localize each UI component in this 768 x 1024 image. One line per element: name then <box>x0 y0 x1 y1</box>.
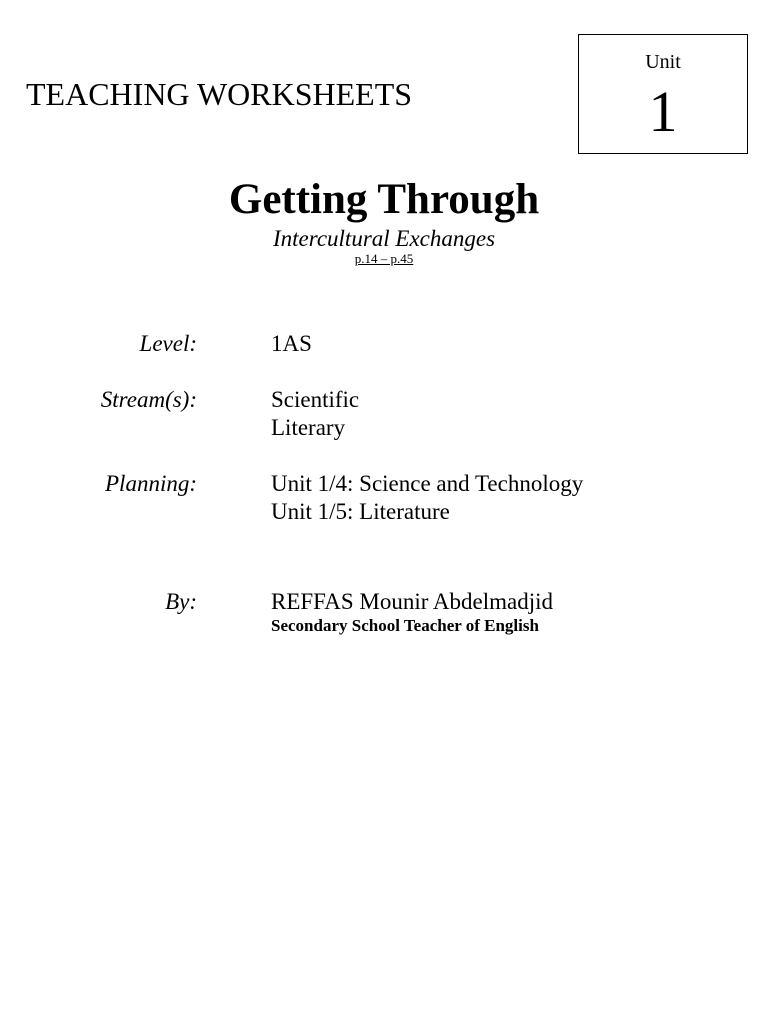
page-range: p.14 – p.45 <box>354 251 414 266</box>
unit-subtitle: Intercultural Exchanges <box>272 226 496 251</box>
stream-value-scientific: Scientific <box>271 387 360 412</box>
unit-number: 1 <box>648 79 678 144</box>
unit-box <box>578 34 748 154</box>
planning-value-2: Unit 1/5: Literature <box>271 499 450 524</box>
unit-title: Getting Through <box>228 176 540 223</box>
unit-label: Unit <box>645 51 681 73</box>
planning-value-1: Unit 1/4: Science and Technology <box>271 471 584 496</box>
author-name: REFFAS Mounir Abdelmadjid <box>271 589 553 614</box>
author-role: Secondary School Teacher of English <box>271 616 539 635</box>
streams-label: Stream(s): <box>100 387 197 412</box>
document-header-title: TEACHING WORKSHEETS <box>26 76 413 112</box>
level-value: 1AS <box>271 331 312 356</box>
author-label: By: <box>165 589 197 614</box>
stream-value-literary: Literary <box>271 415 346 440</box>
level-label: Level: <box>139 331 197 356</box>
planning-label: Planning: <box>105 471 197 496</box>
